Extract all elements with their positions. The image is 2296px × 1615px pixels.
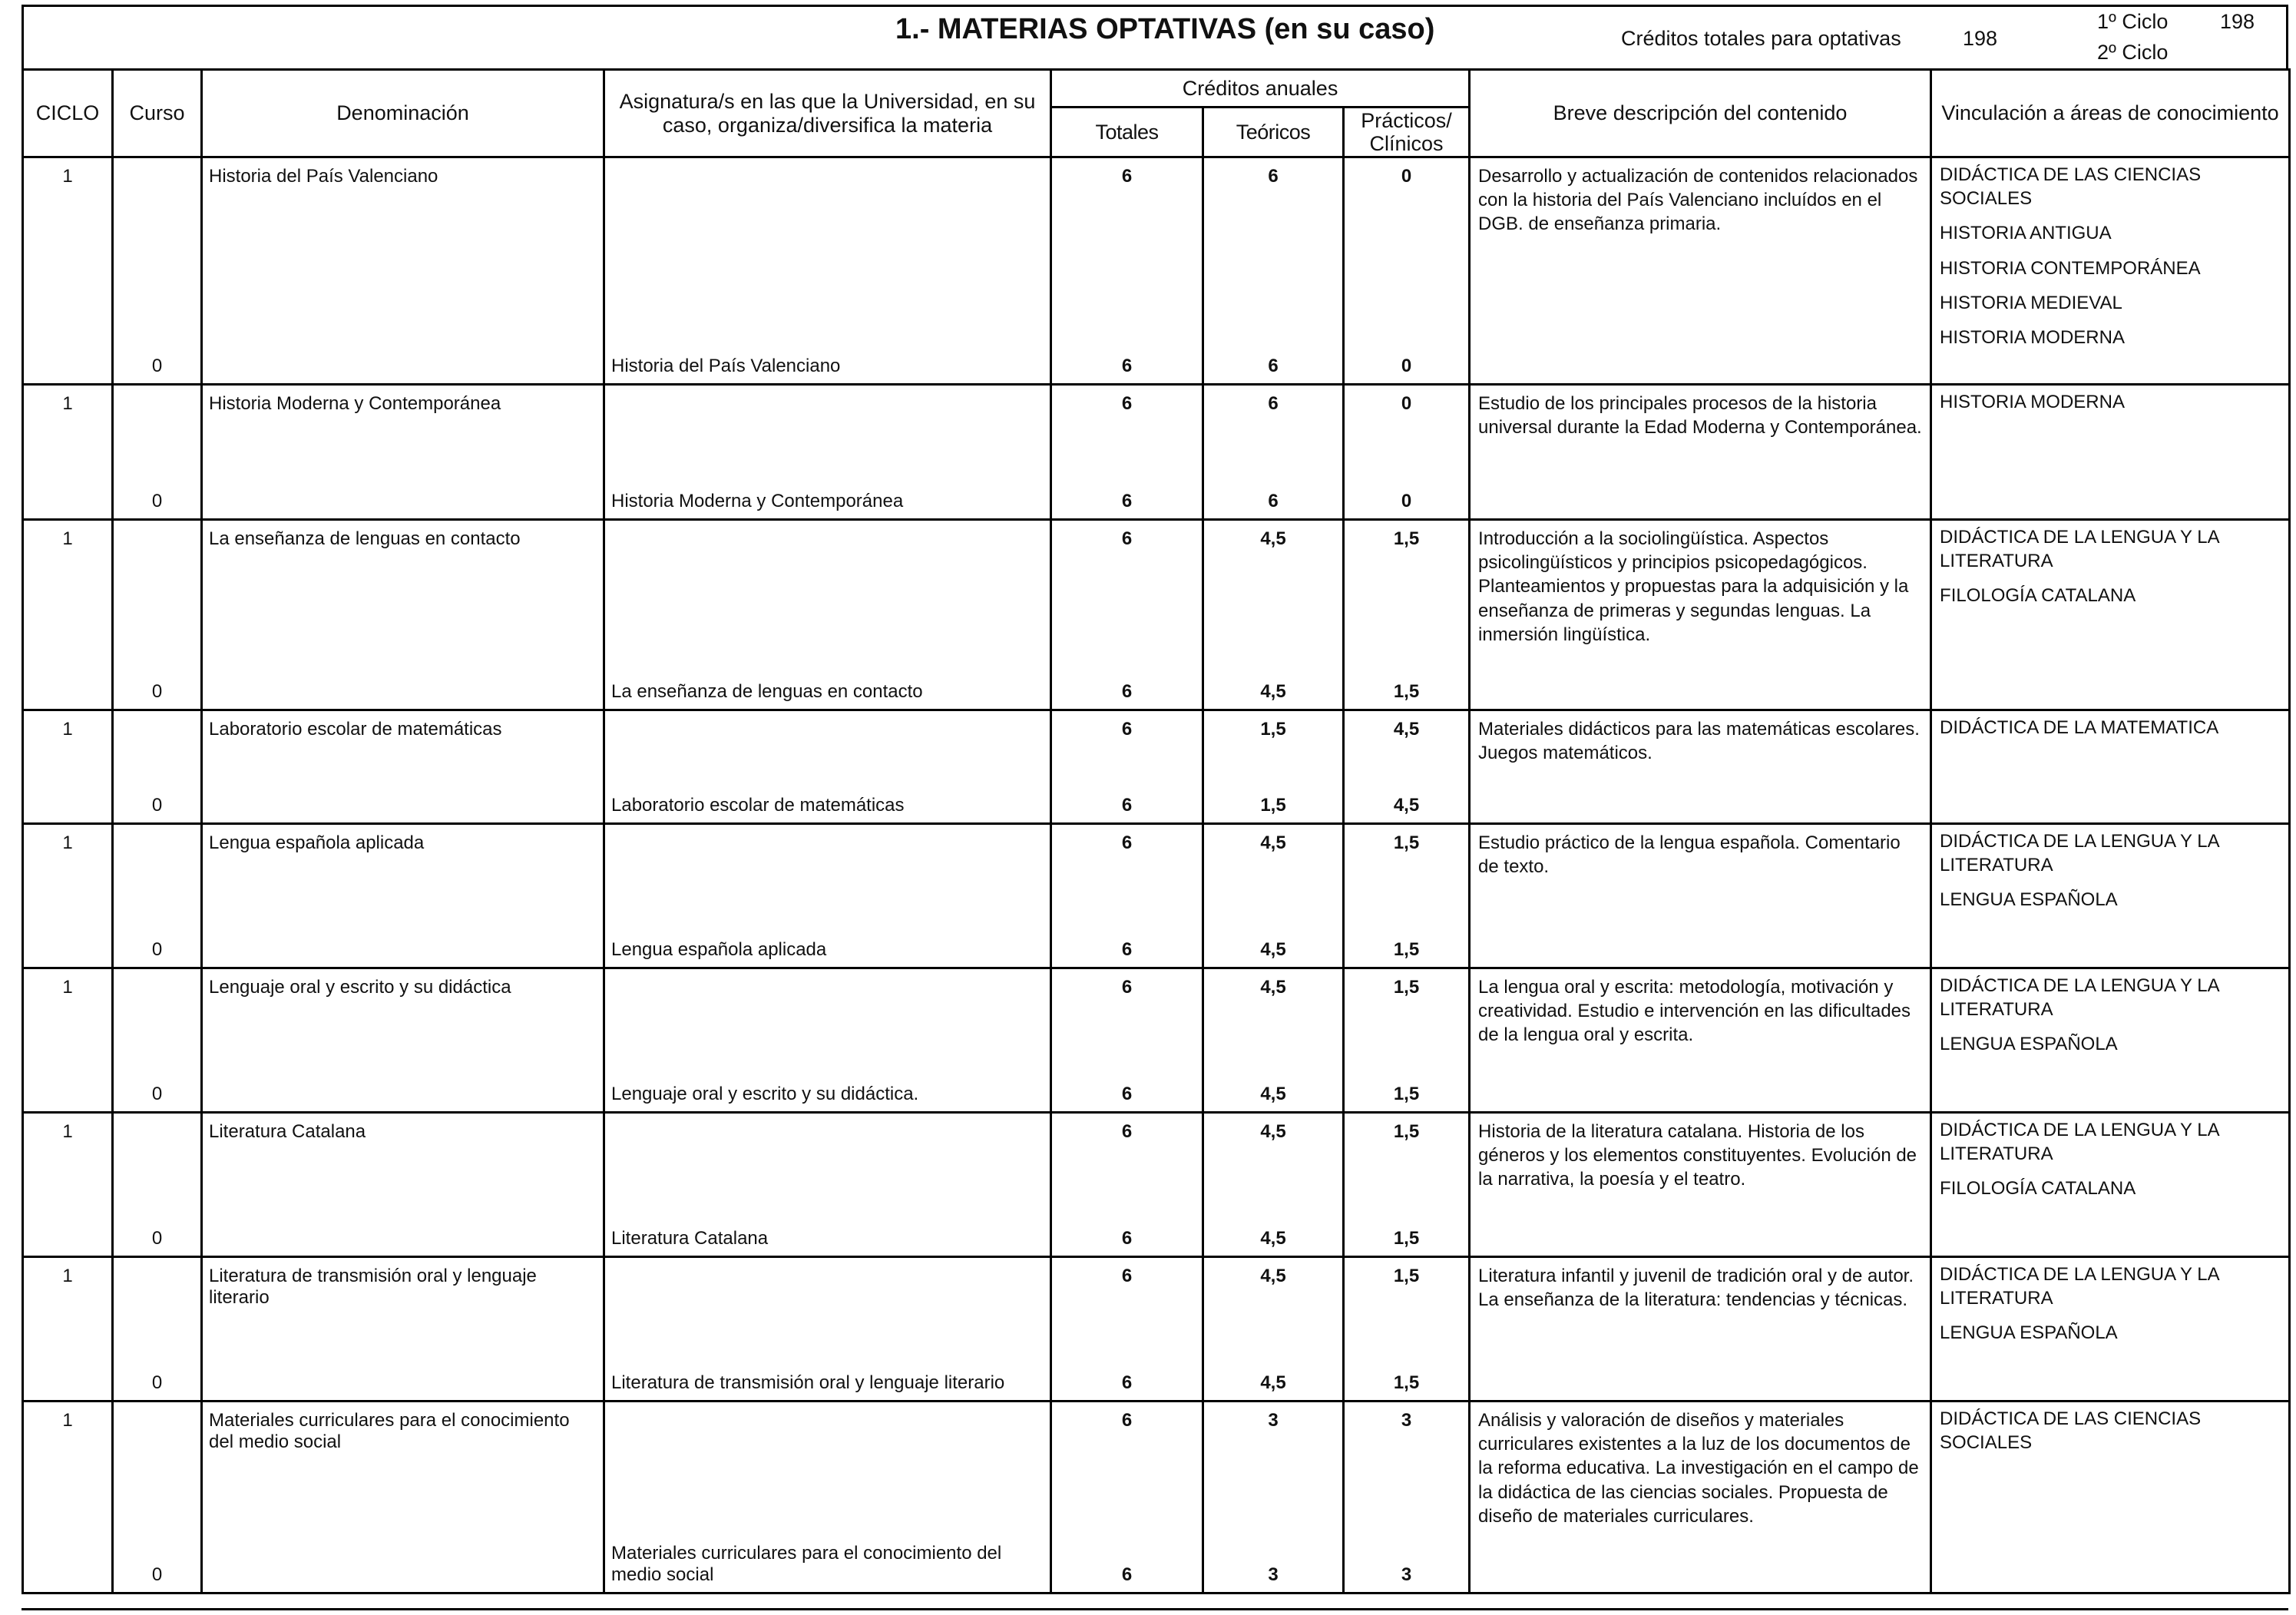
- asignatura-value: La enseñanza de lenguas en contacto: [611, 681, 923, 702]
- area-item: LENGUA ESPAÑOLA: [1940, 1322, 2118, 1344]
- cell-denominacion: [202, 1257, 604, 1402]
- asignatura-value: Historia del País Valenciano: [611, 356, 841, 376]
- cell-denominacion: [202, 968, 604, 1113]
- cell-totales: [1051, 968, 1203, 1113]
- denominacion-value: Materiales curriculares para el conocimiento del medio social: [209, 1410, 570, 1452]
- table-row: [23, 968, 2290, 1113]
- descripcion-value: Introducción a la sociolingüística. Aspectos psicolingüísticos y principios psicopedagógicos. Planteamientos y propuestas para la adquisición y la enseñanza de primeras y segundas lenguas. La inmersión lingüística.: [1478, 528, 1909, 645]
- cell-denominacion: [202, 1402, 604, 1593]
- cell-ciclo: [23, 385, 113, 520]
- col-header-teoricos: Teóricos: [1203, 108, 1344, 157]
- asignatura-value: Historia Moderna y Contemporánea: [611, 491, 904, 511]
- cell-vinculacion: [1931, 1113, 2290, 1257]
- practicos-value: 1,5: [1393, 1121, 1420, 1142]
- cell-practicos: [1344, 1113, 1470, 1257]
- cell-totales: [1051, 710, 1203, 824]
- cell-vinculacion: [1931, 520, 2290, 710]
- area-item: FILOLOGÍA CATALANA: [1940, 1178, 2136, 1200]
- practicos-value: 0: [1401, 166, 1412, 187]
- cell-vinculacion: [1931, 157, 2290, 385]
- cell-practicos: [1344, 710, 1470, 824]
- descripcion-value: La lengua oral y escrita: metodología, motivación y creatividad. Estudio e intervención en las dificultades de la lengua oral y escrita.: [1478, 977, 1911, 1046]
- cell-ciclo: [23, 824, 113, 968]
- denominacion-value: Literatura Catalana: [209, 1121, 366, 1142]
- table-row: [23, 520, 2290, 710]
- area-item: HISTORIA MODERNA: [1940, 392, 2125, 412]
- col-header-practicos: Prácticos/ Clínicos: [1344, 108, 1470, 157]
- subjects-table: [22, 68, 2291, 1594]
- asig-practicos-value: 1,5: [1393, 1084, 1420, 1104]
- curso-value: 0: [151, 681, 163, 702]
- cell-practicos: [1344, 824, 1470, 968]
- area-item: DIDÁCTICA DE LA LENGUA Y LA LITERATURA: [1940, 831, 2219, 876]
- asignatura-value: Literatura Catalana: [611, 1228, 769, 1249]
- cell-curso: [113, 824, 202, 968]
- cell-descripcion: [1470, 1402, 1931, 1593]
- ciclo-value: 1: [62, 166, 73, 187]
- header-strip: [22, 5, 2288, 68]
- teoricos-value: 4,5: [1260, 977, 1286, 998]
- cell-ciclo: [23, 710, 113, 824]
- col-header-creditos: Créditos anuales: [1051, 70, 1470, 108]
- cell-teoricos: [1203, 1113, 1344, 1257]
- cell-denominacion: [202, 1113, 604, 1257]
- areas-list: [1932, 825, 2288, 917]
- cell-teoricos: [1203, 157, 1344, 385]
- teoricos-value: 6: [1268, 166, 1279, 187]
- cell-totales: [1051, 520, 1203, 710]
- cell-totales: [1051, 385, 1203, 520]
- cell-asignatura: [604, 968, 1051, 1113]
- asig-teoricos-value: 4,5: [1260, 681, 1286, 702]
- curso-value: 0: [151, 1084, 163, 1104]
- table-row: [23, 710, 2290, 824]
- cell-vinculacion: [1931, 710, 2290, 824]
- asignatura-value: Laboratorio escolar de matemáticas: [611, 795, 905, 816]
- practicos-value: 4,5: [1393, 719, 1420, 740]
- practicos-value: 1,5: [1393, 1266, 1420, 1286]
- ciclo-value: 1: [62, 1410, 73, 1431]
- cell-asignatura: [604, 1402, 1051, 1593]
- cell-totales: [1051, 1402, 1203, 1593]
- cell-practicos: [1344, 1257, 1470, 1402]
- page-title: 1.- MATERIAS OPTATIVAS (en su caso): [895, 13, 1435, 45]
- asig-practicos-value: 0: [1401, 356, 1412, 376]
- cell-descripcion: [1470, 520, 1931, 710]
- cell-curso: [113, 1113, 202, 1257]
- cell-curso: [113, 520, 202, 710]
- cell-curso: [113, 710, 202, 824]
- ciclo1-label: 1º Ciclo: [2097, 10, 2169, 33]
- curso-value: 0: [151, 795, 163, 816]
- asignatura-value: Lengua española aplicada: [611, 939, 827, 960]
- asig-teoricos-value: 4,5: [1260, 1372, 1286, 1393]
- cell-ciclo: [23, 520, 113, 710]
- ciclo-value: 1: [62, 977, 73, 998]
- descripcion-value: Literatura infantil y juvenil de tradición oral y de autor. La enseñanza de la literatura: tendencias y técnicas.: [1478, 1266, 1914, 1311]
- asig-practicos-value: 1,5: [1393, 1372, 1420, 1393]
- curso-value: 0: [151, 356, 163, 376]
- curso-value: 0: [151, 1564, 163, 1585]
- descripcion-value: Desarrollo y actualización de contenidos relacionados con la historia del País Valenciano incluídos en el DGB. de enseñanza primaria.: [1478, 166, 1918, 235]
- area-item: DIDÁCTICA DE LAS CIENCIAS SOCIALES: [1940, 164, 2202, 210]
- cell-teoricos: [1203, 824, 1344, 968]
- cell-curso: [113, 1257, 202, 1402]
- denominacion-value: Laboratorio escolar de matemáticas: [209, 719, 502, 740]
- asig-totales-value: 6: [1121, 356, 1133, 376]
- cell-asignatura: [604, 1113, 1051, 1257]
- ciclo-value: 1: [62, 528, 73, 549]
- col-header-asignatura: Asignatura/s en las que la Universidad, en su caso, organiza/diversifica la materia: [604, 70, 1051, 157]
- cell-vinculacion: [1931, 1257, 2290, 1402]
- asig-totales-value: 6: [1121, 1084, 1133, 1104]
- cell-totales: [1051, 824, 1203, 968]
- asig-practicos-value: 3: [1401, 1564, 1412, 1585]
- asig-practicos-value: 0: [1401, 491, 1412, 511]
- descripcion-value: Materiales didácticos para las matemáticas escolares. Juegos matemáticos.: [1478, 719, 1920, 764]
- area-item: HISTORIA ANTIGUA: [1940, 223, 2112, 244]
- col-header-ciclo: CICLO: [23, 70, 113, 157]
- asig-totales-value: 6: [1121, 491, 1133, 511]
- denominacion-value: Lengua española aplicada: [209, 832, 425, 853]
- denominacion-value: La enseñanza de lenguas en contacto: [209, 528, 521, 549]
- asig-teoricos-value: 6: [1268, 356, 1279, 376]
- denominacion-value: Literatura de transmisión oral y lenguaje literario: [209, 1266, 537, 1308]
- bottom-rule: [22, 1608, 2288, 1610]
- cell-teoricos: [1203, 1402, 1344, 1593]
- cell-asignatura: [604, 385, 1051, 520]
- asig-teoricos-value: 6: [1268, 491, 1279, 511]
- credits-total-label: Créditos totales para optativas: [1621, 27, 1901, 50]
- table-row: [23, 385, 2290, 520]
- teoricos-value: 4,5: [1260, 1121, 1286, 1142]
- cell-practicos: [1344, 520, 1470, 710]
- asignatura-value: Materiales curriculares para el conocimiento del medio social: [611, 1543, 1002, 1585]
- cell-vinculacion: [1931, 824, 2290, 968]
- practicos-value: 1,5: [1393, 528, 1420, 549]
- totales-value: 6: [1121, 1266, 1133, 1286]
- area-item: DIDÁCTICA DE LA LENGUA Y LA LITERATURA: [1940, 527, 2219, 572]
- cell-asignatura: [604, 520, 1051, 710]
- asignatura-value: Lenguaje oral y escrito y su didáctica.: [611, 1084, 919, 1104]
- cell-vinculacion: [1931, 1402, 2290, 1593]
- table-row: [23, 1113, 2290, 1257]
- cell-vinculacion: [1931, 968, 2290, 1113]
- practicos-value: 1,5: [1393, 832, 1420, 853]
- asig-teoricos-value: 3: [1268, 1564, 1279, 1585]
- curso-value: 0: [151, 1372, 163, 1393]
- area-item: DIDÁCTICA DE LAS CIENCIAS SOCIALES: [1940, 1408, 2202, 1454]
- ciclo-value: 1: [62, 393, 73, 414]
- cell-ciclo: [23, 1402, 113, 1593]
- curso-value: 0: [151, 1228, 163, 1249]
- asig-teoricos-value: 4,5: [1260, 1228, 1286, 1249]
- asig-teoricos-value: 4,5: [1260, 1084, 1286, 1104]
- teoricos-value: 4,5: [1260, 832, 1286, 853]
- descripcion-value: Estudio de los principales procesos de la historia universal durante la Edad Moderna y Contemporánea.: [1478, 393, 1922, 438]
- ciclo-value: 1: [62, 719, 73, 740]
- area-item: DIDÁCTICA DE LA MATEMATICA: [1940, 717, 2219, 738]
- descripcion-value: Estudio práctico de la lengua española. Comentario de texto.: [1478, 832, 1901, 878]
- area-item: HISTORIA CONTEMPORÁNEA: [1940, 257, 2201, 279]
- table-row: [23, 824, 2290, 968]
- area-item: DIDÁCTICA DE LA LENGUA Y LA LITERATURA: [1940, 1120, 2219, 1165]
- area-item: LENGUA ESPAÑOLA: [1940, 889, 2118, 911]
- ciclo1-value: 198: [2220, 10, 2255, 33]
- cell-ciclo: [23, 157, 113, 385]
- cell-denominacion: [202, 520, 604, 710]
- cell-denominacion: [202, 710, 604, 824]
- asignatura-value: Literatura de transmisión oral y lenguaje literario: [611, 1372, 1005, 1393]
- practicos-value: 3: [1401, 1410, 1412, 1431]
- cell-totales: [1051, 157, 1203, 385]
- cell-ciclo: [23, 1113, 113, 1257]
- areas-list: [1932, 1258, 2288, 1350]
- cell-vinculacion: [1931, 385, 2290, 520]
- cell-denominacion: [202, 385, 604, 520]
- totales-value: 6: [1121, 977, 1133, 998]
- table-row: [23, 1402, 2290, 1593]
- ciclo-value: 1: [62, 1266, 73, 1286]
- asig-totales-value: 6: [1121, 939, 1133, 960]
- areas-list: [1932, 521, 2288, 613]
- cell-descripcion: [1470, 968, 1931, 1113]
- cell-curso: [113, 968, 202, 1113]
- asig-totales-value: 6: [1121, 681, 1133, 702]
- table-row: [23, 1257, 2290, 1402]
- area-item: HISTORIA MEDIEVAL: [1940, 292, 2122, 313]
- cell-totales: [1051, 1257, 1203, 1402]
- col-header-descripcion: Breve descripción del contenido: [1470, 70, 1931, 157]
- cell-denominacion: [202, 157, 604, 385]
- cell-descripcion: [1470, 1257, 1931, 1402]
- cell-teoricos: [1203, 520, 1344, 710]
- ciclo-value: 1: [62, 832, 73, 853]
- totales-value: 6: [1121, 166, 1133, 187]
- col-header-denominacion: Denominación: [202, 70, 604, 157]
- cell-asignatura: [604, 1257, 1051, 1402]
- totales-value: 6: [1121, 393, 1133, 414]
- denominacion-value: Lenguaje oral y escrito y su didáctica: [209, 977, 511, 998]
- col-header-vinculacion: Vinculación a áreas de conocimiento: [1931, 70, 2290, 157]
- descripcion-value: Análisis y valoración de diseños y materiales curriculares existentes a la luz de los documentos de la reforma educativa. La investigación en el campo de la didáctica de las ciencias sociales. Propuesta de diseño de materiales curriculares.: [1478, 1410, 1919, 1527]
- ciclo2-label: 2º Ciclo: [2097, 41, 2169, 64]
- curso-value: 0: [151, 939, 163, 960]
- asig-totales-value: 6: [1121, 1228, 1133, 1249]
- asig-totales-value: 6: [1121, 1372, 1133, 1393]
- cell-curso: [113, 385, 202, 520]
- cell-practicos: [1344, 1402, 1470, 1593]
- areas-list: [1932, 1114, 2288, 1206]
- areas-list: [1932, 969, 2288, 1061]
- area-item: LENGUA ESPAÑOLA: [1940, 1034, 2118, 1055]
- teoricos-value: 4,5: [1260, 528, 1286, 549]
- area-item: DIDÁCTICA DE LA LENGUA Y LA LITERATURA: [1940, 975, 2219, 1021]
- asig-teoricos-value: 4,5: [1260, 939, 1286, 960]
- areas-list: [1932, 158, 2288, 354]
- cell-descripcion: [1470, 824, 1931, 968]
- cell-teoricos: [1203, 385, 1344, 520]
- areas-list: [1932, 386, 2288, 419]
- denominacion-value: Historia del País Valenciano: [209, 166, 438, 187]
- area-item: DIDÁCTICA DE LA LENGUA Y LA LITERATURA: [1940, 1264, 2219, 1309]
- asig-teoricos-value: 1,5: [1260, 795, 1286, 816]
- asig-practicos-value: 1,5: [1393, 681, 1420, 702]
- denominacion-value: Historia Moderna y Contemporánea: [209, 393, 501, 414]
- document-page: [22, 5, 2288, 1610]
- cell-practicos: [1344, 385, 1470, 520]
- table-row: [23, 157, 2290, 385]
- teoricos-value: 3: [1268, 1410, 1279, 1431]
- credits-total-value: 198: [1963, 27, 1998, 50]
- totales-value: 6: [1121, 832, 1133, 853]
- area-item: HISTORIA MODERNA: [1940, 326, 2125, 348]
- area-item: FILOLOGÍA CATALANA: [1940, 585, 2136, 607]
- cell-descripcion: [1470, 1113, 1931, 1257]
- teoricos-value: 6: [1268, 393, 1279, 414]
- col-header-totales: Totales: [1051, 108, 1203, 157]
- cell-denominacion: [202, 824, 604, 968]
- asig-totales-value: 6: [1121, 795, 1133, 816]
- cell-curso: [113, 157, 202, 385]
- cell-asignatura: [604, 824, 1051, 968]
- ciclo-value: 1: [62, 1121, 73, 1142]
- totales-value: 6: [1121, 1121, 1133, 1142]
- totales-value: 6: [1121, 528, 1133, 549]
- cell-totales: [1051, 1113, 1203, 1257]
- totales-value: 6: [1121, 719, 1133, 740]
- asig-practicos-value: 4,5: [1393, 795, 1420, 816]
- asig-practicos-value: 1,5: [1393, 939, 1420, 960]
- cell-descripcion: [1470, 710, 1931, 824]
- asig-totales-value: 6: [1121, 1564, 1133, 1585]
- asig-practicos-value: 1,5: [1393, 1228, 1420, 1249]
- areas-list: [1932, 1402, 2288, 1459]
- cell-practicos: [1344, 157, 1470, 385]
- col-header-curso: Curso: [113, 70, 202, 157]
- curso-value: 0: [151, 491, 163, 511]
- practicos-value: 0: [1401, 393, 1412, 414]
- totales-value: 6: [1121, 1410, 1133, 1431]
- cell-descripcion: [1470, 157, 1931, 385]
- cell-ciclo: [23, 968, 113, 1113]
- cell-ciclo: [23, 1257, 113, 1402]
- cell-descripcion: [1470, 385, 1931, 520]
- cell-curso: [113, 1402, 202, 1593]
- practicos-value: 1,5: [1393, 977, 1420, 998]
- teoricos-value: 1,5: [1260, 719, 1286, 740]
- cell-teoricos: [1203, 710, 1344, 824]
- cell-teoricos: [1203, 1257, 1344, 1402]
- cell-teoricos: [1203, 968, 1344, 1113]
- cell-asignatura: [604, 710, 1051, 824]
- cell-practicos: [1344, 968, 1470, 1113]
- areas-list: [1932, 711, 2288, 744]
- descripcion-value: Historia de la literatura catalana. Historia de los géneros y los elementos constituyentes. Evolución de la narrativa, la poesía y el teatro.: [1478, 1121, 1917, 1190]
- cell-asignatura: [604, 157, 1051, 385]
- teoricos-value: 4,5: [1260, 1266, 1286, 1286]
